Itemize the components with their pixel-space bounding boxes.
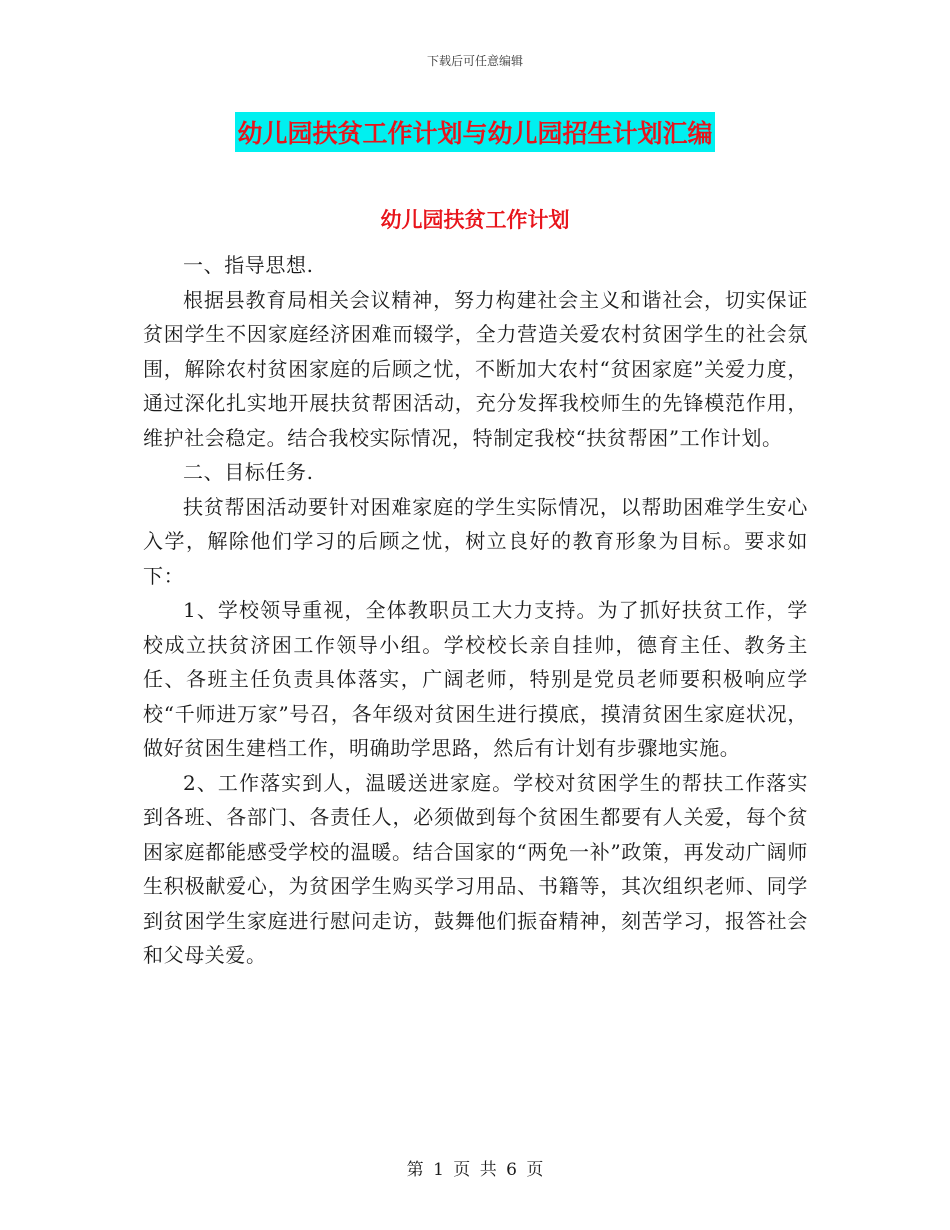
section-title: 幼儿园扶贫工作计划 bbox=[380, 208, 570, 232]
paragraph-body: 根据县教育局相关会议精神，努力构建社会主义和谐社会，切实保证贫困学生不因家庭经济困难而辍学，全力营造关爱农村贫困学生的社会氛围，解除农村贫困家庭的后顾之忧，不断加大农村“贫困家庭”关爱力度，通过深化扎实地开展扶贫帮困活动，充分发挥我校师生的先锋模范作用，维护社会稳定。结合我校实际情况，特制定我校“扶贫帮困”工作计划。 bbox=[143, 287, 808, 450]
paragraph-heading-guiding-ideology: 一、指导思想. bbox=[183, 253, 314, 277]
page-number-footer: 第 1 页 共 6 页 bbox=[406, 1160, 544, 1180]
paragraph-item-2: 2、工作落实到人，温暖送进家庭。学校对贫困学生的帮扶工作落实到各班、各部门、各责任人，必须做到每个贫困生都要有人关爱，每个贫困家庭都能感受学校的温暖。结合国家的“两免一补”政策，再发动广阔师生积极献爱心，为贫困学生购买学习用品、书籍等，其次组织老师、同学到贫困学生家庭进行慰问走访，鼓舞他们振奋精神，刻苦学习，报答社会和父母关爱。 bbox=[143, 770, 808, 967]
paragraph-body: 扶贫帮困活动要针对困难家庭的学生实际情况，以帮助困难学生安心入学，解除他们学习的后顾之忧，树立良好的教育形象为目标。要求如下： bbox=[143, 494, 808, 588]
document-title: 幼儿园扶贫工作计划与幼儿园招生计划汇编 bbox=[235, 112, 714, 152]
paragraph-heading-goals: 二、目标任务. bbox=[183, 460, 314, 484]
document-title-container bbox=[0, 112, 950, 152]
document-body bbox=[143, 248, 808, 973]
paragraph-item-1: 1、学校领导重视，全体教职员工大力支持。为了抓好扶贫工作，学校成立扶贫济困工作领导小组。学校校长亲自挂帅，德育主任、教务主任、各班主任负责具体落实，广阔老师，特别是党员老师要积极响应学校“千师进万家”号召，各年级对贫困生进行摸底，摸清贫困生家庭状况，做好贫困生建档工作，明确助学思路，然后有计划有步骤地实施。 bbox=[143, 598, 808, 760]
header-note: 下载后可任意编辑 bbox=[426, 54, 523, 68]
